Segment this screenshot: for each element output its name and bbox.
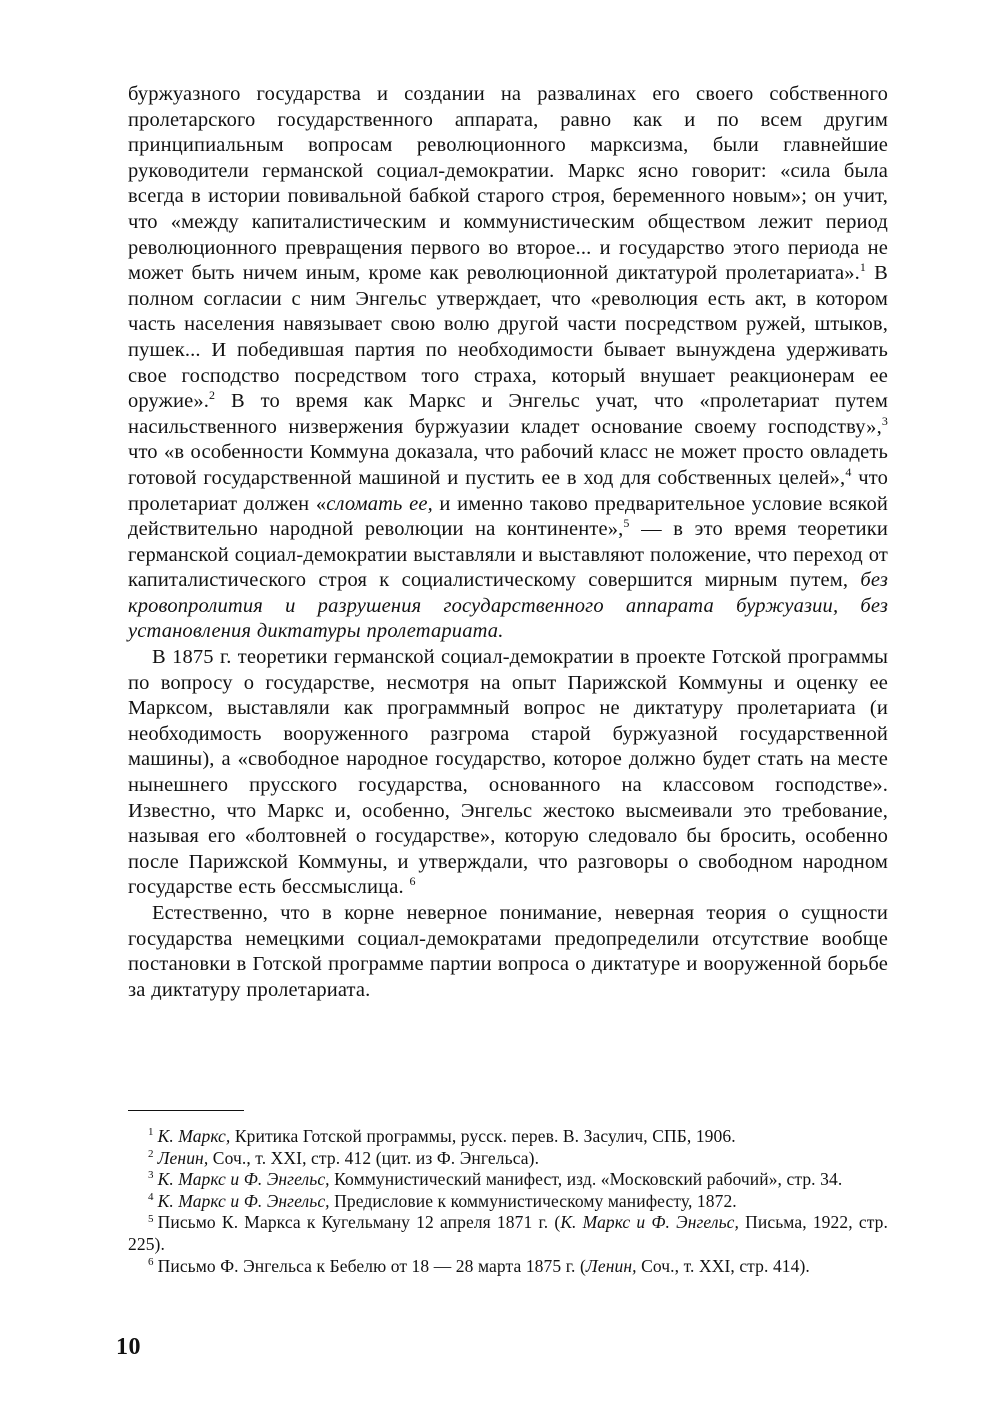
footnote-2: $^2$ Ленин, Соч., т. XXI, стр. 412 (цит. из Ф. Энгельса). — [148, 1147, 540, 1168]
page-number: 10 — [116, 1334, 141, 1360]
main-text — [128, 82, 888, 1003]
footnote-6: $^6$ Письмо Ф. Энгельса к Бебелю от 18 — 28 марта 1875 г. (Ленин, Соч., т. XXI, стр. 414). — [148, 1255, 810, 1276]
footnote-divider — [128, 1110, 244, 1111]
footnote-5: $^5$ Письмо К. Маркса к Кугельману 12 апреля 1871 г. (К. Маркс и Ф. Энгельс, Письма, 1922, стр. 225). — [128, 1212, 888, 1254]
footnote-ref-5: 5 — [623, 516, 630, 531]
footnote-ref-6: 6 — [409, 874, 416, 889]
footnote-ref-2: 2 — [209, 388, 216, 403]
footnote-ref-1: 1 — [859, 260, 867, 275]
paragraph-2: В 1875 г. теоретики германской социал-демократии в проекте Готской программы по вопросу о государстве, несмотря на опыт Парижской Коммуны и оценку ее Марксом, выставляли как программный вопрос не диктатуру пролетариата (и необходимость вооруженного разгрома старой буржуазной государственной машины), а «свободное народное государство, которое должно будет стать на месте нынешнего прусского государства, основанного на классовом господстве». Известно, что Маркс и, особенно, Энгельс жестоко высмеивали это требование, называя его «болтовней о государстве», которую следовало бы бросить, особенно после Парижской Коммуны, и утверждали, что разговоры о свободном народном государстве есть бессмыслица. $^6$ — [128, 646, 888, 899]
paragraph-1: буржуазного государства и создании на развалинах его своего собственного пролетарского государственного аппарата, равно как и по всем другим принципиальным вопросам революционного марксизма, были главнейшие руководители германской социал-демократии. Маркс ясно говорит: «сила была всегда в истории повивальной бабкой старого строя, беременного новым»; он учит, что «между капиталистическим и коммунистическим обществом лежит период революционного превращения первого во второе... и государство этого периода не может быть ничем иным, кроме как революционной диктатурой пролетариата».$^1$ В полном согласии с ним Энгельс утверждает, что «революция есть акт, в котором часть населения навязывает свою волю другой части посредством ружей, штыков, пушек... И победившая партия по необходимости бывает вынуждена удерживать свое господство посредством того страха, который внушает реакционерам ее оружие».$^2$ В то время как Маркс и Энгельс учат, что «пролетариат путем насильственного низвержения буржуазии кладет основание своему господству»,$^3$ что «в особенности Коммуна доказала, что рабочий класс не может просто овладеть готовой государственной машиной и пустить ее в ход для собственных целей»,$^4$ что пролетариат должен «сломать ее, и именно таково предварительное условие всякой действительно народной революции на континенте»,$^5$ — в это время теоретики германской социал-демократии выставляли и выставляют положение, что переход от капиталистического строя к социалистическому совершится мирным путем, без кровопролития и разрушения государственного аппарата буржуазии, без установления диктатуры пролетариата. — [128, 83, 889, 643]
footnote-ref-4: 4 — [845, 465, 852, 480]
italic-phrase: без кровопролития и разрушения государственного аппарата буржуазии, без установления диктатуры пролетариата. — [128, 569, 888, 643]
paragraph-3: Естественно, что в корне неверное понимание, неверная теория о сущности государства немецкими социал-демократами предопределили отсутствие вообще постановки в Готской программе партии вопроса о диктатуре и вооруженной борьбе за диктатуру пролетариата. — [128, 902, 888, 1001]
italic-phrase: сломать ее, — [326, 492, 433, 515]
footnote-1: $^1$ К. Маркс, Критика Готской программы, русск. перев. В. Засулич, СПБ, 1906. — [148, 1126, 736, 1146]
footnote-4: $^4$ К. Маркс и Ф. Энгельс, Предисловие к коммунистическому манифесту, 1872. — [148, 1190, 737, 1211]
footnote-ref-3: 3 — [881, 413, 888, 428]
footnotes — [128, 1126, 888, 1277]
footnote-3: $^3$ К. Маркс и Ф. Энгельс, Коммунистический манифест, изд. «Московский рабочий», стр. 34. — [148, 1169, 843, 1190]
